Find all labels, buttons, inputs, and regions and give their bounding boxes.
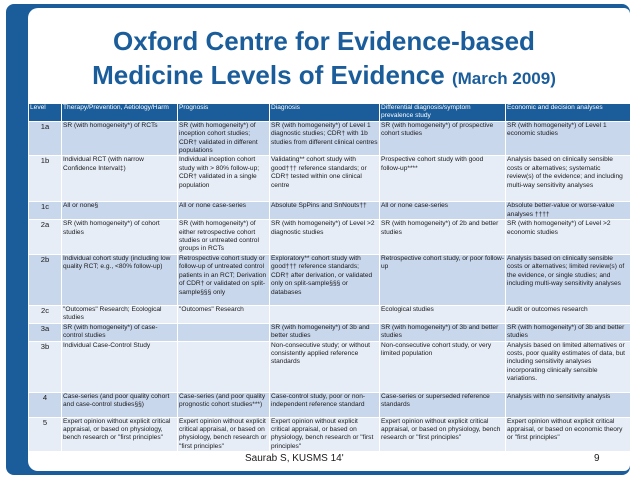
- evidence-levels-table: [28, 103, 631, 452]
- level-cell: 2b: [29, 254, 62, 305]
- column-header: Economic and decision analyses: [506, 104, 631, 122]
- table-cell: Case-control study, poor or non-independent reference standard: [270, 392, 380, 417]
- table-cell: Exploratory** cohort study with good††† reference standards; CDR† after derivation, or validated only on split-sample§§§ or databases: [270, 254, 380, 305]
- level-cell: 1c: [29, 202, 62, 220]
- table-row: [29, 341, 631, 392]
- table-cell: Expert opinion without explicit critical appraisal, or based on physiology, bench research or "first principles": [380, 417, 506, 452]
- level-cell: 1a: [29, 121, 62, 156]
- table-cell: Absolute better-value or worse-value analyses ††††: [506, 202, 631, 220]
- slide-number: 9: [594, 453, 600, 464]
- level-cell: 3b: [29, 341, 62, 392]
- table-cell: SR (with homogeneity*) of Level 1 diagnostic studies; CDR† with 1b studies from different clinical centres: [270, 121, 380, 156]
- table-cell: Validating** cohort study with good††† reference standards; or CDR† tested within one clinical centre: [270, 156, 380, 202]
- table-cell: Individual cohort study (including low quality RCT; e.g., <80% follow-up): [62, 254, 178, 305]
- table-cell: Analysis based on limited alternatives or costs, poor quality estimates of data, but including sensitivity analyses incorporating clinically sensible variations.: [506, 341, 631, 392]
- table-cell: SR (with homogeneity*) of inception cohort studies; CDR† validated in different populations: [178, 121, 270, 156]
- table-cell: Ecological studies: [380, 305, 506, 323]
- table-cell: SR (with homogeneity*) of 2b and better studies: [380, 220, 506, 255]
- table-cell: SR (with homogeneity*) of Level 1 economic studies: [506, 121, 631, 156]
- table-cell: Individual inception cohort study with > 80% follow-up; CDR† validated in a single population: [178, 156, 270, 202]
- level-cell: 4: [29, 392, 62, 417]
- table-row: [29, 156, 631, 202]
- table-cell: Expert opinion without explicit critical appraisal, or based on physiology, bench research or "first principles": [62, 417, 178, 452]
- table-cell: All or none case-series: [380, 202, 506, 220]
- title-line-2: [92, 60, 556, 90]
- table-row: [29, 254, 631, 305]
- column-header: Diagnosis: [270, 104, 380, 122]
- table-cell: Case-series or superseded reference standards: [380, 392, 506, 417]
- table-row: [29, 305, 631, 323]
- table-cell: All or none§: [62, 202, 178, 220]
- level-cell: 2a: [29, 220, 62, 255]
- table-cell: Analysis with no sensitivity analysis: [506, 392, 631, 417]
- table-cell: SR (with homogeneity*) of 3b and better studies: [270, 323, 380, 341]
- table-cell: [270, 305, 380, 323]
- table-cell: Audit or outcomes research: [506, 305, 631, 323]
- table-cell: [178, 341, 270, 392]
- table-cell: Expert opinion without explicit critical appraisal, or based on physiology, bench research or "first principles": [178, 417, 270, 452]
- table-cell: Analysis based on clinically sensible costs or alternatives; systematic review(s) of the evidence; and including multi-way sensitivity analyses: [506, 156, 631, 202]
- table-cell: Individual RCT (with narrow Confidence Interval‡): [62, 156, 178, 202]
- level-cell: 2c: [29, 305, 62, 323]
- table-cell: [178, 323, 270, 341]
- table-cell: "Outcomes" Research: [178, 305, 270, 323]
- table-cell: Individual Case-Control Study: [62, 341, 178, 392]
- table-cell: Expert opinion without explicit critical appraisal, or based on economic theory or "first principles": [506, 417, 631, 452]
- title-date: (March 2009): [451, 69, 556, 88]
- slide-title: [44, 24, 604, 97]
- column-header: Level: [29, 104, 62, 122]
- table-cell: Non-consecutive cohort study, or very limited population: [380, 341, 506, 392]
- title-line-2-text: Medicine Levels of Evidence: [92, 60, 445, 90]
- column-header: Prognosis: [178, 104, 270, 122]
- table-cell: Non-consecutive study; or without consistently applied reference standards: [270, 341, 380, 392]
- table-row: [29, 121, 631, 156]
- table-cell: SR (with homogeneity*) of either retrospective cohort studies or untreated control groups in RCTs: [178, 220, 270, 255]
- column-header: Therapy/Prevention, Aetiology/Harm: [62, 104, 178, 122]
- table-row: [29, 202, 631, 220]
- column-header: Differential diagnosis/symptom prevalence study: [380, 104, 506, 122]
- table-cell: Prospective cohort study with good follow-up****: [380, 156, 506, 202]
- table-cell: SR (with homogeneity*) of RCTs: [62, 121, 178, 156]
- table-cell: Expert opinion without explicit critical appraisal, or based on physiology, bench research or "first principles": [270, 417, 380, 452]
- table-cell: Retrospective cohort study or follow-up of untreated control patients in an RCT; Derivation of CDR† or validated on split-sample§§§ only: [178, 254, 270, 305]
- table-row: [29, 417, 631, 452]
- table-header-row: [29, 104, 631, 122]
- table-cell: SR (with homogeneity*) of cohort studies: [62, 220, 178, 255]
- table-cell: All or none case-series: [178, 202, 270, 220]
- table-cell: Absolute SpPins and SnNouts††: [270, 202, 380, 220]
- table-cell: "Outcomes" Research; Ecological studies: [62, 305, 178, 323]
- table-cell: SR (with homogeneity*) of 3b and better studies: [506, 323, 631, 341]
- table-row: [29, 220, 631, 255]
- table-cell: SR (with homogeneity*) of 3b and better studies: [380, 323, 506, 341]
- table-cell: Case-series (and poor quality cohort and case-control studies§§): [62, 392, 178, 417]
- title-line-1: Oxford Centre for Evidence-based: [113, 26, 535, 56]
- table-cell: SR (with homogeneity*) of Level >2 diagnostic studies: [270, 220, 380, 255]
- level-cell: 3a: [29, 323, 62, 341]
- table-row: [29, 323, 631, 341]
- table-cell: SR (with homogeneity*) of Level >2 economic studies: [506, 220, 631, 255]
- table-cell: Case-series (and poor quality prognostic cohort studies***): [178, 392, 270, 417]
- level-cell: 5: [29, 417, 62, 452]
- level-cell: 1b: [29, 156, 62, 202]
- slide-footer: Saurab S, KUSMS 14': [245, 453, 344, 464]
- table-cell: SR (with homogeneity*) of case-control studies: [62, 323, 178, 341]
- table-cell: SR (with homogeneity*) of prospective cohort studies: [380, 121, 506, 156]
- table-row: [29, 392, 631, 417]
- table-cell: Analysis based on clinically sensible costs or alternatives; limited review(s) of the evidence, or single studies; and including multi-way sensitivity analyses: [506, 254, 631, 305]
- table-cell: Retrospective cohort study, or poor follow-up: [380, 254, 506, 305]
